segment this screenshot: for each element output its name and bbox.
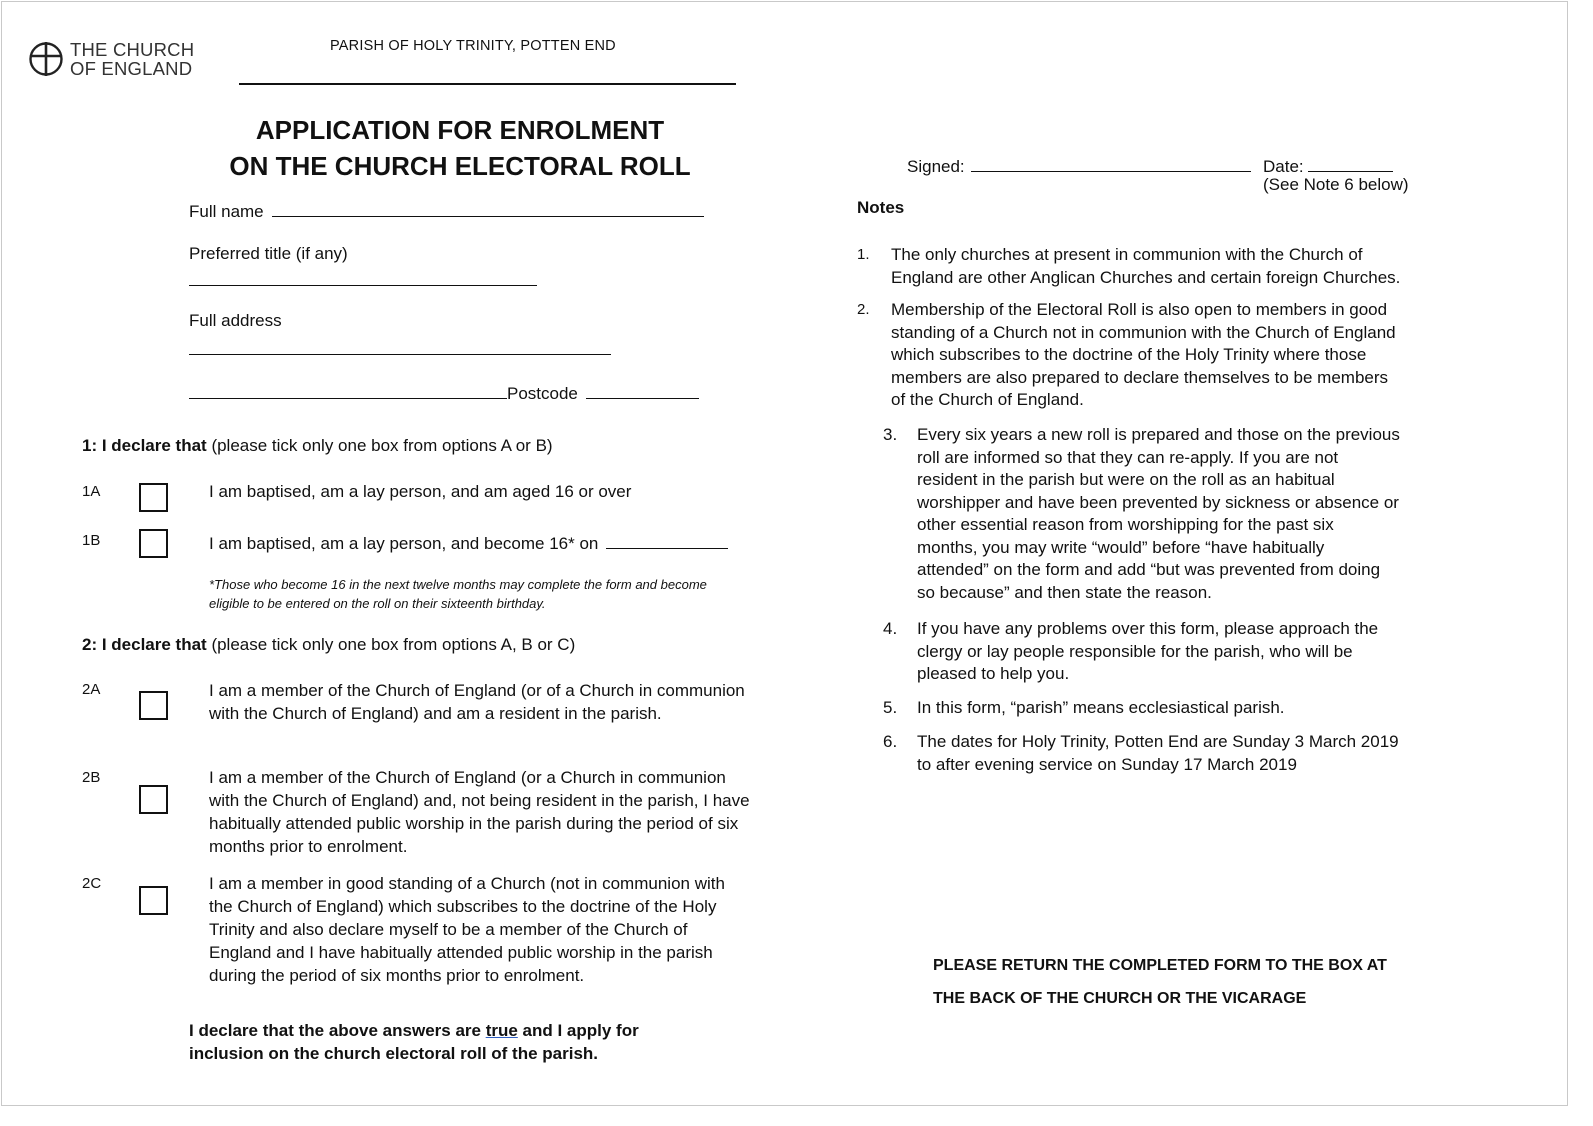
note-line: attended” on the form and add “but was prevented from doing: [917, 560, 1381, 579]
checkbox-1b[interactable]: [139, 529, 168, 558]
option-text-1a: I am baptised, am a lay person, and am aged 16 or over: [209, 482, 632, 501]
note-number: 5.: [883, 698, 898, 717]
notes-heading: Notes: [857, 198, 905, 217]
note-line: Every six years a new roll is prepared and those on the previous: [917, 425, 1400, 444]
note-number: 1.: [857, 246, 870, 263]
postcode-label: Postcode: [507, 384, 578, 403]
date-field[interactable]: [1308, 153, 1393, 172]
church-of-england-cross-icon: [28, 41, 64, 77]
note-line: If you have any problems over this form, please approach the: [917, 619, 1379, 638]
note-line: Membership of the Electoral Roll is also open to members in good: [891, 300, 1388, 319]
preferred-title-field[interactable]: [189, 285, 537, 286]
note-number: 6.: [883, 732, 898, 751]
note-text: [917, 424, 1400, 604]
signature-row: [907, 153, 1251, 177]
declaration-line-2: inclusion on the church electoral roll of the parish.: [189, 1044, 599, 1063]
logo-line-2: OF ENGLAND: [70, 58, 193, 79]
option-2b-line: habitually attended public worship in the parish during the period of six: [209, 814, 739, 833]
header-rule: [239, 83, 736, 85]
address-line-1-field[interactable]: [189, 354, 611, 355]
note-3: [883, 424, 1400, 604]
church-logo: [28, 40, 194, 78]
preferred-title-label: Preferred title (if any): [189, 244, 348, 263]
signature-field[interactable]: [971, 153, 1251, 172]
declaration-true-word: true: [485, 1021, 518, 1040]
note-number: 4.: [883, 619, 898, 638]
option-2a-line: with the Church of England) and am a resident in the parish.: [209, 704, 662, 723]
option-2b-line: months prior to enrolment.: [209, 837, 408, 856]
footnote-line-2: eligible to be entered on the roll on their sixteenth birthday.: [209, 596, 546, 611]
address-line-2-field[interactable]: [189, 380, 507, 399]
logo-line-1: THE CHURCH: [70, 39, 195, 60]
note-line: which subscribes to the doctrine of the Holy Trinity where those: [891, 345, 1367, 364]
option-1b-row: [209, 530, 728, 555]
title-line-2: ON THE CHURCH ELECTORAL ROLL: [229, 151, 691, 181]
note-2: [857, 299, 1396, 412]
option-code-1b: 1B: [82, 532, 101, 549]
date-row: [1263, 153, 1393, 177]
postcode-row: [189, 380, 699, 404]
note-line: standing of a Church not in communion with the Church of England: [891, 322, 1396, 342]
option-2c-line: England and I have habitually attended public worship in the parish: [209, 943, 713, 962]
note-text: [917, 731, 1399, 776]
option-2c-line: Trinity and also declare myself to be a member of the Church of: [209, 920, 688, 939]
checkbox-1a[interactable]: [139, 483, 168, 512]
full-address-label: Full address: [189, 311, 282, 330]
section-2-heading-bold: 2: I declare that: [82, 635, 207, 654]
note-line: of the Church of England.: [891, 390, 1084, 409]
note-line: roll are informed so that they can re-apply. If you are not: [917, 447, 1339, 467]
section-1-heading: [82, 436, 553, 456]
note-5: [883, 697, 1285, 720]
section-2-heading: [82, 635, 575, 655]
full-name-row: [189, 198, 704, 222]
logo-wordmark: [70, 40, 194, 78]
note-line: The only churches at present in communion with the Church of: [891, 245, 1363, 264]
option-code-2a: 2A: [82, 681, 101, 698]
note-line: In this form, “parish” means ecclesiastical parish.: [917, 698, 1285, 717]
note-line: months, you may write “would” before “have habitually: [917, 537, 1325, 557]
note-line: clergy or lay people responsible for the parish, who will be: [917, 641, 1353, 661]
declaration-line-1: [189, 1019, 639, 1042]
option-text-2a: [209, 679, 745, 725]
option-2a-line: I am a member of the Church of England (or of a Church in communion: [209, 681, 745, 700]
note-line: so because” and then state the reason.: [917, 582, 1212, 602]
return-notice-line-1: PLEASE RETURN THE COMPLETED FORM TO THE BOX AT: [933, 957, 1387, 974]
option-code-2c: 2C: [82, 875, 102, 892]
checkbox-2a[interactable]: [139, 691, 168, 720]
parish-name: PARISH OF HOLY TRINITY, POTTEN END: [330, 38, 616, 54]
declaration-part-2: and I apply for: [517, 1021, 639, 1040]
signed-label: Signed:: [907, 157, 965, 176]
checkbox-2b[interactable]: [139, 785, 168, 814]
note-text: [891, 299, 1396, 412]
declaration-part-1: I declare that the above answers are: [189, 1021, 486, 1040]
full-name-field[interactable]: [272, 198, 704, 217]
declaration: [189, 1019, 639, 1065]
note-line: members are also prepared to declare themselves to be members: [891, 367, 1389, 387]
note-line: other essential reason from worshipping for the past six: [917, 515, 1334, 534]
section-2-heading-rest: (please tick only one box from options A, B or C): [206, 635, 576, 654]
option-code-2b: 2B: [82, 769, 101, 786]
form-page: [1, 1, 1568, 1106]
note-line: worshipper and have been prevented by sickness or absence or: [917, 492, 1399, 512]
option-text-2b: [209, 766, 750, 858]
section-1-heading-rest: (please tick only one box from options A or B): [206, 436, 553, 455]
footnote-line-1: *Those who become 16 in the next twelve months may complete the form and become: [209, 577, 707, 592]
note-number: 2.: [857, 301, 870, 318]
note-text: [891, 244, 1400, 289]
date-label: Date:: [1263, 157, 1304, 176]
note-line: pleased to help you.: [917, 664, 1070, 683]
option-text-2c: [209, 872, 725, 987]
sixteenth-birthday-field[interactable]: [606, 530, 728, 549]
checkbox-2c[interactable]: [139, 886, 168, 915]
title-line-1: APPLICATION FOR ENROLMENT: [255, 115, 665, 145]
option-2c-line: the Church of England) which subscribes to the doctrine of the Holy: [209, 897, 717, 916]
note-1: [857, 244, 1400, 289]
note-text: [917, 618, 1378, 686]
note-4: [883, 618, 1378, 686]
form-title: [212, 112, 708, 184]
postcode-field[interactable]: [586, 380, 699, 399]
note-line: England are other Anglican Churches and certain foreign Churches.: [891, 267, 1401, 287]
note-text: [917, 697, 1285, 720]
full-name-label: Full name: [189, 202, 264, 221]
note-line: to after evening service on Sunday 17 March 2019: [917, 754, 1297, 774]
option-2b-line: I am a member of the Church of England (or a Church in communion: [209, 768, 726, 787]
option-2c-line: during the period of six months prior to enrolment.: [209, 966, 585, 985]
note-line: The dates for Holy Trinity, Potten End are Sunday 3 March 2019: [917, 732, 1399, 751]
note-6: [883, 731, 1399, 776]
option-code-1a: 1A: [82, 483, 101, 500]
return-notice-line-2: THE BACK OF THE CHURCH OR THE VICARAGE: [933, 990, 1307, 1007]
section-1-heading-bold: 1: I declare that: [82, 436, 207, 455]
note-line: resident in the parish but were on the roll as an habitual: [917, 470, 1335, 489]
note-number: 3.: [883, 425, 898, 444]
option-text-1b: I am baptised, am a lay person, and become 16* on: [209, 534, 599, 553]
footnote: [209, 575, 707, 613]
see-note-text: (See Note 6 below): [1263, 175, 1409, 194]
option-2b-line: with the Church of England) and, not being resident in the parish, I have: [209, 791, 750, 810]
option-2c-line: I am a member in good standing of a Church (not in communion with: [209, 874, 725, 893]
